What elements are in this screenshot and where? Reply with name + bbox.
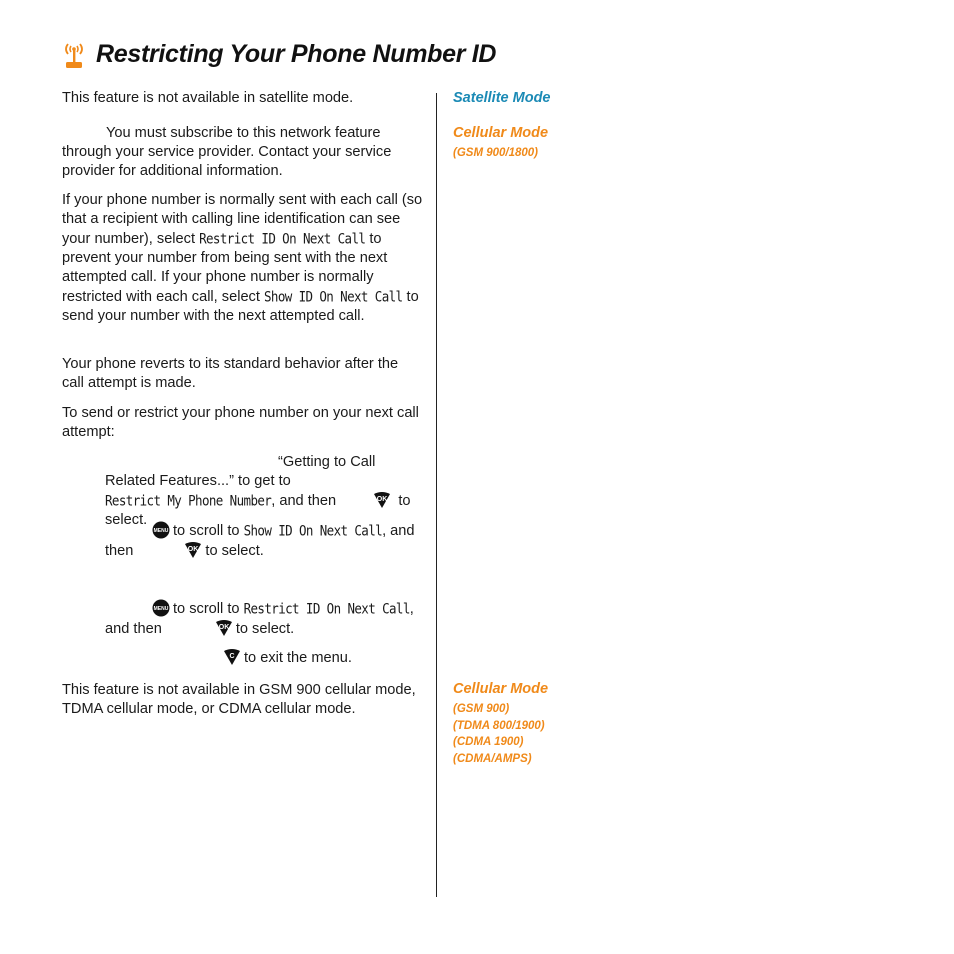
sidebar-satellite-mode: Satellite Mode [453, 90, 551, 106]
sidebar-cellular-mode-1: Cellular Mode [453, 125, 549, 141]
sidebar-cellular-mode-2-subs [453, 701, 545, 767]
ok-key-icon [184, 541, 202, 559]
svg-text:MENU: MENU [153, 606, 169, 612]
svg-text:OK: OK [218, 624, 230, 631]
subscription-note: You must subscribe to this network feature through your service provider. Contact your service provider for additional information. [62, 125, 392, 179]
svg-text:OK: OK [188, 546, 199, 553]
menu-show-id-on-next-call: Show ID On Next Call [243, 522, 383, 539]
page-header [62, 40, 496, 69]
sidebar-cellular-mode-1-sub: (GSM 900/1800) [453, 147, 539, 159]
sub-tdma: (TDMA 800/1900) [453, 719, 545, 732]
cellular-note: This feature is not available in GSM 900 cellular mode, TDMA cellular mode, or CDMA cellular mode. [62, 682, 416, 717]
step4: C to exit the menu. [220, 648, 420, 668]
sub-cdma-1900: (CDMA 1900) [453, 736, 524, 748]
menu-restrict-my-phone-number: Restrict My Phone Number [105, 492, 272, 509]
sub-gsm-900: (GSM 900) [453, 703, 510, 715]
page-title: Restricting Your Phone Number ID [96, 40, 497, 68]
antenna-icon [62, 41, 86, 69]
sidebar-cellular-mode-2: Cellular Mode [453, 681, 549, 697]
revert-note: Your phone reverts to its standard behavior after the call attempt is made. [62, 356, 399, 391]
svg-text:OK: OK [377, 496, 388, 503]
svg-text:MENU: MENU [153, 528, 169, 534]
c-key-icon [223, 648, 241, 666]
ok-key-icon [215, 619, 233, 637]
menu-restrict-id-on-next-call: Restrict ID On Next Call [243, 600, 410, 617]
step1-line1: “Getting to Call [278, 454, 376, 470]
option-show-id: Show ID On Next Call [263, 288, 403, 305]
option-restrict-id: Restrict ID On Next Call [199, 230, 366, 247]
step3: MENU to scroll to Restrict ID On Next Call, and then OK to select. [105, 599, 425, 639]
svg-text:C: C [229, 653, 235, 660]
step2: MENU to scroll to Show ID On Next Call, and then OK to select. [105, 521, 425, 561]
menu-key-icon [152, 521, 170, 539]
menu-key-icon [152, 599, 170, 617]
step1-line2: Related Features...” to get to Restrict My Phone Number, and then OK to select. [105, 473, 411, 528]
satellite-note: This feature is not available in satellite mode. [62, 90, 354, 106]
column-divider [436, 93, 437, 897]
steps-intro: To send or restrict your phone number on your next call attempt: [62, 405, 419, 440]
sub-cdma-amps: (CDMA/AMPS) [453, 752, 532, 765]
explanation-paragraph: If your phone number is normally sent with each call (so that a recipient with calling line identification can see your number), select Restrict ID On Next Call to prevent your number from being sent with the next attempted call. If your phone number is normally restricted with each call, select Show ID On Next Call to send your number with the next attempted call. [62, 192, 423, 324]
ok-key-icon [373, 491, 391, 509]
